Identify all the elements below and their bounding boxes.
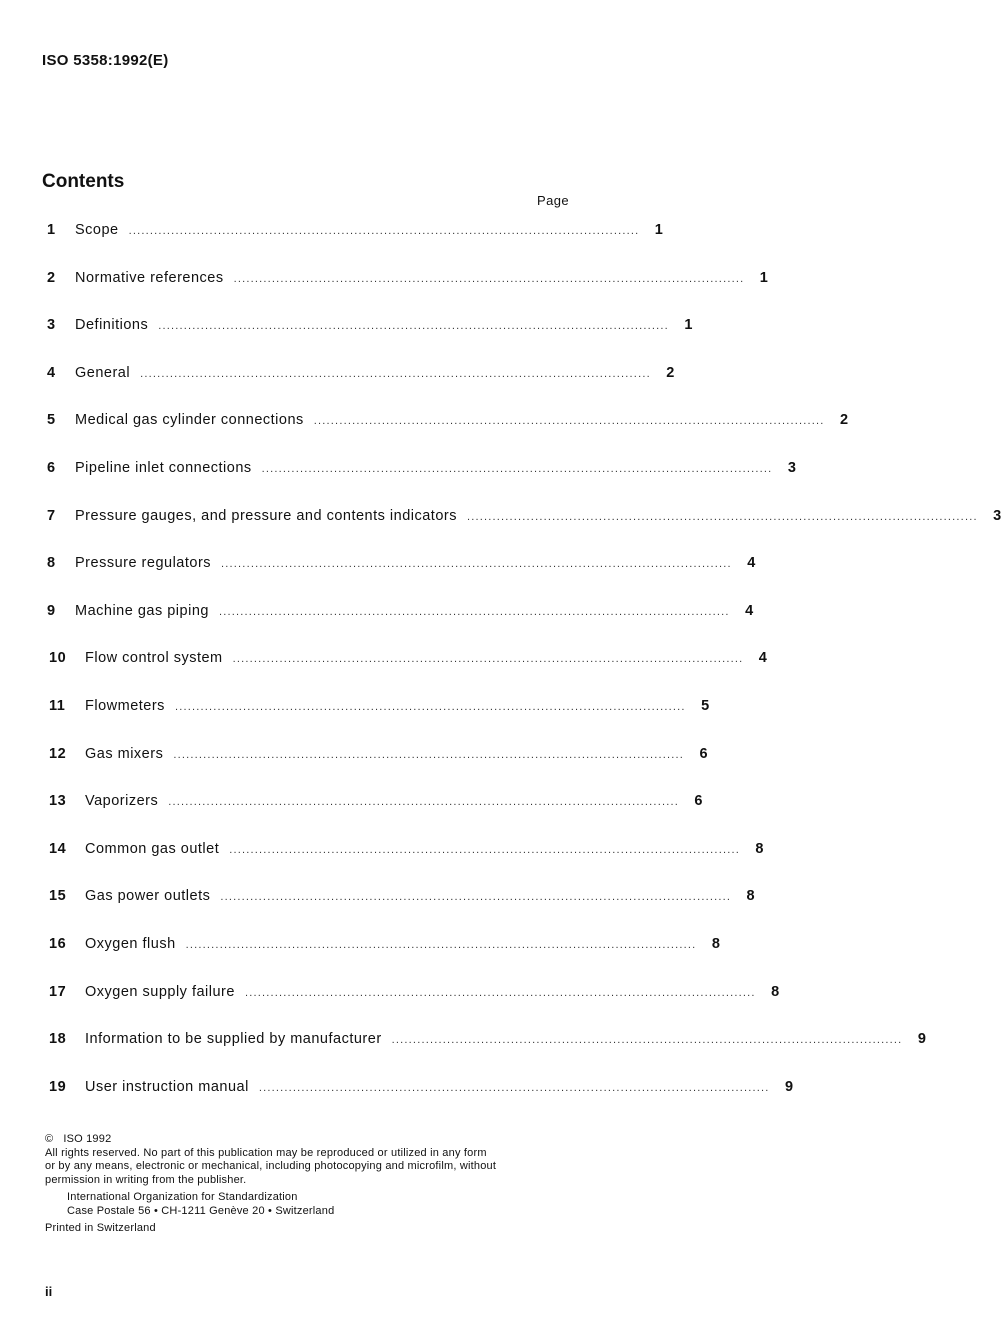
toc-leader-dots: ........................................................................................................................: [232, 653, 744, 666]
toc-entry-number: 17: [49, 983, 67, 1000]
org-address: Case Postale 56 • CH-1211 Genève 20 • Switzerland: [67, 1204, 335, 1217]
toc-entry-number: 2: [47, 269, 56, 286]
toc-entry-number: 19: [49, 1078, 67, 1095]
toc-leader-dots: ........................................................................................................................: [185, 938, 697, 951]
toc-entry-number: 6: [47, 459, 56, 476]
toc-leader-dots: ........................................................................................................................: [158, 320, 669, 333]
toc-entry[interactable]: [42, 888, 756, 936]
toc-entry[interactable]: [42, 983, 780, 1032]
toc-entry-number: 10: [49, 650, 67, 667]
toc-entry-title: Pipeline inlet connections: [75, 460, 262, 476]
toc-entry-number: 16: [49, 935, 67, 952]
toc-entry-title: Vaporizers: [85, 793, 168, 809]
toc-entry-number: 7: [47, 507, 56, 524]
toc-entry[interactable]: [42, 1078, 794, 1127]
toc-leader-dots: ........................................................................................................................: [244, 986, 756, 999]
toc-leader-dots: ........................................................................................................................: [220, 891, 732, 904]
toc-entry-title: User instruction manual: [85, 1079, 259, 1095]
copyright-text: ISO 1992: [63, 1133, 112, 1145]
toc-entry-page: 8: [755, 840, 764, 857]
toc-entry[interactable]: [42, 602, 754, 651]
toc-entry-title: General: [75, 365, 140, 381]
toc-entry[interactable]: [42, 269, 769, 318]
toc-entry-title: Definitions: [75, 317, 158, 333]
toc-entry-page: 9: [917, 1031, 927, 1048]
toc-entry-number: 12: [49, 745, 67, 762]
toc-entry-page: 8: [771, 983, 780, 1000]
toc-entry-page: 9: [785, 1078, 794, 1095]
copyright-symbol: ©: [45, 1133, 54, 1145]
toc-entry[interactable]: [42, 555, 756, 603]
toc-entry-page: 3: [787, 459, 797, 476]
toc-entry[interactable]: [42, 364, 675, 413]
rights-line-2: or by any means, electronic or mechanical, including photocopying and microfilm, without: [45, 1160, 497, 1172]
toc-entry-title: Normative references: [75, 270, 234, 286]
toc-entry-page: 8: [711, 935, 721, 952]
contents-heading: Contents: [42, 171, 125, 192]
toc-leader-dots: ........................................................................................................................: [218, 605, 730, 618]
toc-entry[interactable]: [42, 222, 664, 270]
toc-entry[interactable]: [42, 650, 768, 698]
toc-entry-number: 3: [47, 317, 56, 334]
toc-leader-dots: ........................................................................................................................: [173, 748, 685, 761]
toc-leader-dots: ........................................................................................................................: [128, 225, 640, 237]
toc-entry-page: 8: [746, 888, 756, 905]
legal-notice: [45, 1133, 585, 1236]
toc-entry-number: 11: [49, 697, 66, 714]
toc-entry[interactable]: [42, 840, 764, 889]
toc-leader-dots: ........................................................................................................................: [466, 510, 978, 523]
toc-entry-title: Pressure gauges, and pressure and contents indicators: [75, 508, 467, 524]
toc-leader-dots: ........................................................................................................................: [258, 1081, 770, 1094]
toc-entry[interactable]: [42, 935, 721, 984]
toc-entry-page: 3: [993, 507, 1002, 524]
toc-leader-dots: ........................................................................................................................: [229, 843, 740, 856]
toc-entry-title: Machine gas piping: [75, 603, 219, 619]
toc-entry-number: 13: [49, 793, 67, 810]
toc-entry[interactable]: [42, 697, 710, 746]
toc-entry[interactable]: [42, 793, 703, 841]
printed-in: Printed in Switzerland: [45, 1222, 156, 1234]
toc-entry-page: 6: [699, 745, 709, 762]
toc-entry-page: 4: [758, 650, 768, 667]
toc-entry-title: Oxygen supply failure: [85, 984, 245, 1000]
rights-line-3: permission in writing from the publisher.: [45, 1173, 247, 1186]
toc-entry-page: 1: [684, 317, 693, 334]
toc-entry-number: 5: [47, 412, 56, 429]
toc-entry-title: Pressure regulators: [75, 555, 221, 571]
toc-entry[interactable]: [42, 1031, 927, 1079]
toc-entry-page: 6: [694, 793, 703, 810]
toc-leader-dots: ........................................................................................................................: [140, 367, 651, 380]
rights-line-1: All rights reserved. No part of this publication may be reproduced or utilized in any form: [45, 1146, 487, 1159]
toc-entry-title: Medical gas cylinder connections: [75, 412, 314, 428]
table-of-contents: [42, 222, 1002, 1126]
copyright-line: [45, 1133, 585, 1147]
toc-entry-number: 18: [49, 1031, 67, 1048]
toc-entry-title: Oxygen flush: [85, 936, 186, 952]
document-id-header: ISO 5358:1992(E): [42, 52, 169, 69]
toc-leader-dots: ........................................................................................................................: [174, 700, 686, 713]
toc-entry-title: Gas mixers: [85, 746, 173, 762]
toc-entry-title: Flow control system: [85, 650, 233, 666]
toc-entry-page: 2: [839, 412, 849, 429]
org-name: International Organization for Standardization: [67, 1191, 298, 1203]
toc-entry[interactable]: [42, 459, 797, 508]
toc-entry-title: Flowmeters: [85, 698, 175, 714]
toc-entry[interactable]: [42, 317, 693, 365]
toc-leader-dots: ........................................................................................................................: [313, 415, 825, 428]
toc-entry-title: Scope: [75, 222, 129, 238]
toc-entry-title: Information to be supplied by manufacturer: [85, 1031, 392, 1047]
toc-entry[interactable]: [42, 412, 849, 460]
toc-entry-page: 2: [666, 364, 675, 381]
toc-leader-dots: ........................................................................................................................: [168, 796, 679, 809]
toc-entry-page: 4: [745, 602, 754, 619]
toc-entry-number: 15: [49, 888, 67, 905]
toc-entry-number: 4: [47, 364, 56, 381]
toc-entry-title: Common gas outlet: [85, 841, 229, 857]
toc-entry-number: 9: [47, 602, 56, 619]
toc-entry-number: 14: [49, 840, 67, 857]
toc-entry-page: 4: [747, 555, 756, 572]
toc-leader-dots: ........................................................................................................................: [233, 272, 745, 285]
page-number: ii: [45, 1284, 53, 1299]
toc-entry-page: 5: [701, 697, 710, 714]
toc-leader-dots: ........................................................................................................................: [261, 462, 773, 475]
toc-entry-title: Gas power outlets: [85, 888, 220, 904]
toc-leader-dots: ........................................................................................................................: [221, 558, 732, 571]
toc-entry-page: 1: [759, 269, 769, 286]
toc-entry[interactable]: [42, 745, 709, 794]
toc-entry-page: 1: [654, 222, 664, 238]
toc-entry-number: 1: [47, 222, 56, 238]
toc-entry[interactable]: [42, 507, 1002, 556]
toc-leader-dots: ........................................................................................................................: [391, 1034, 903, 1047]
toc-entry-number: 8: [47, 555, 56, 572]
page-column-label: Page: [537, 193, 569, 208]
